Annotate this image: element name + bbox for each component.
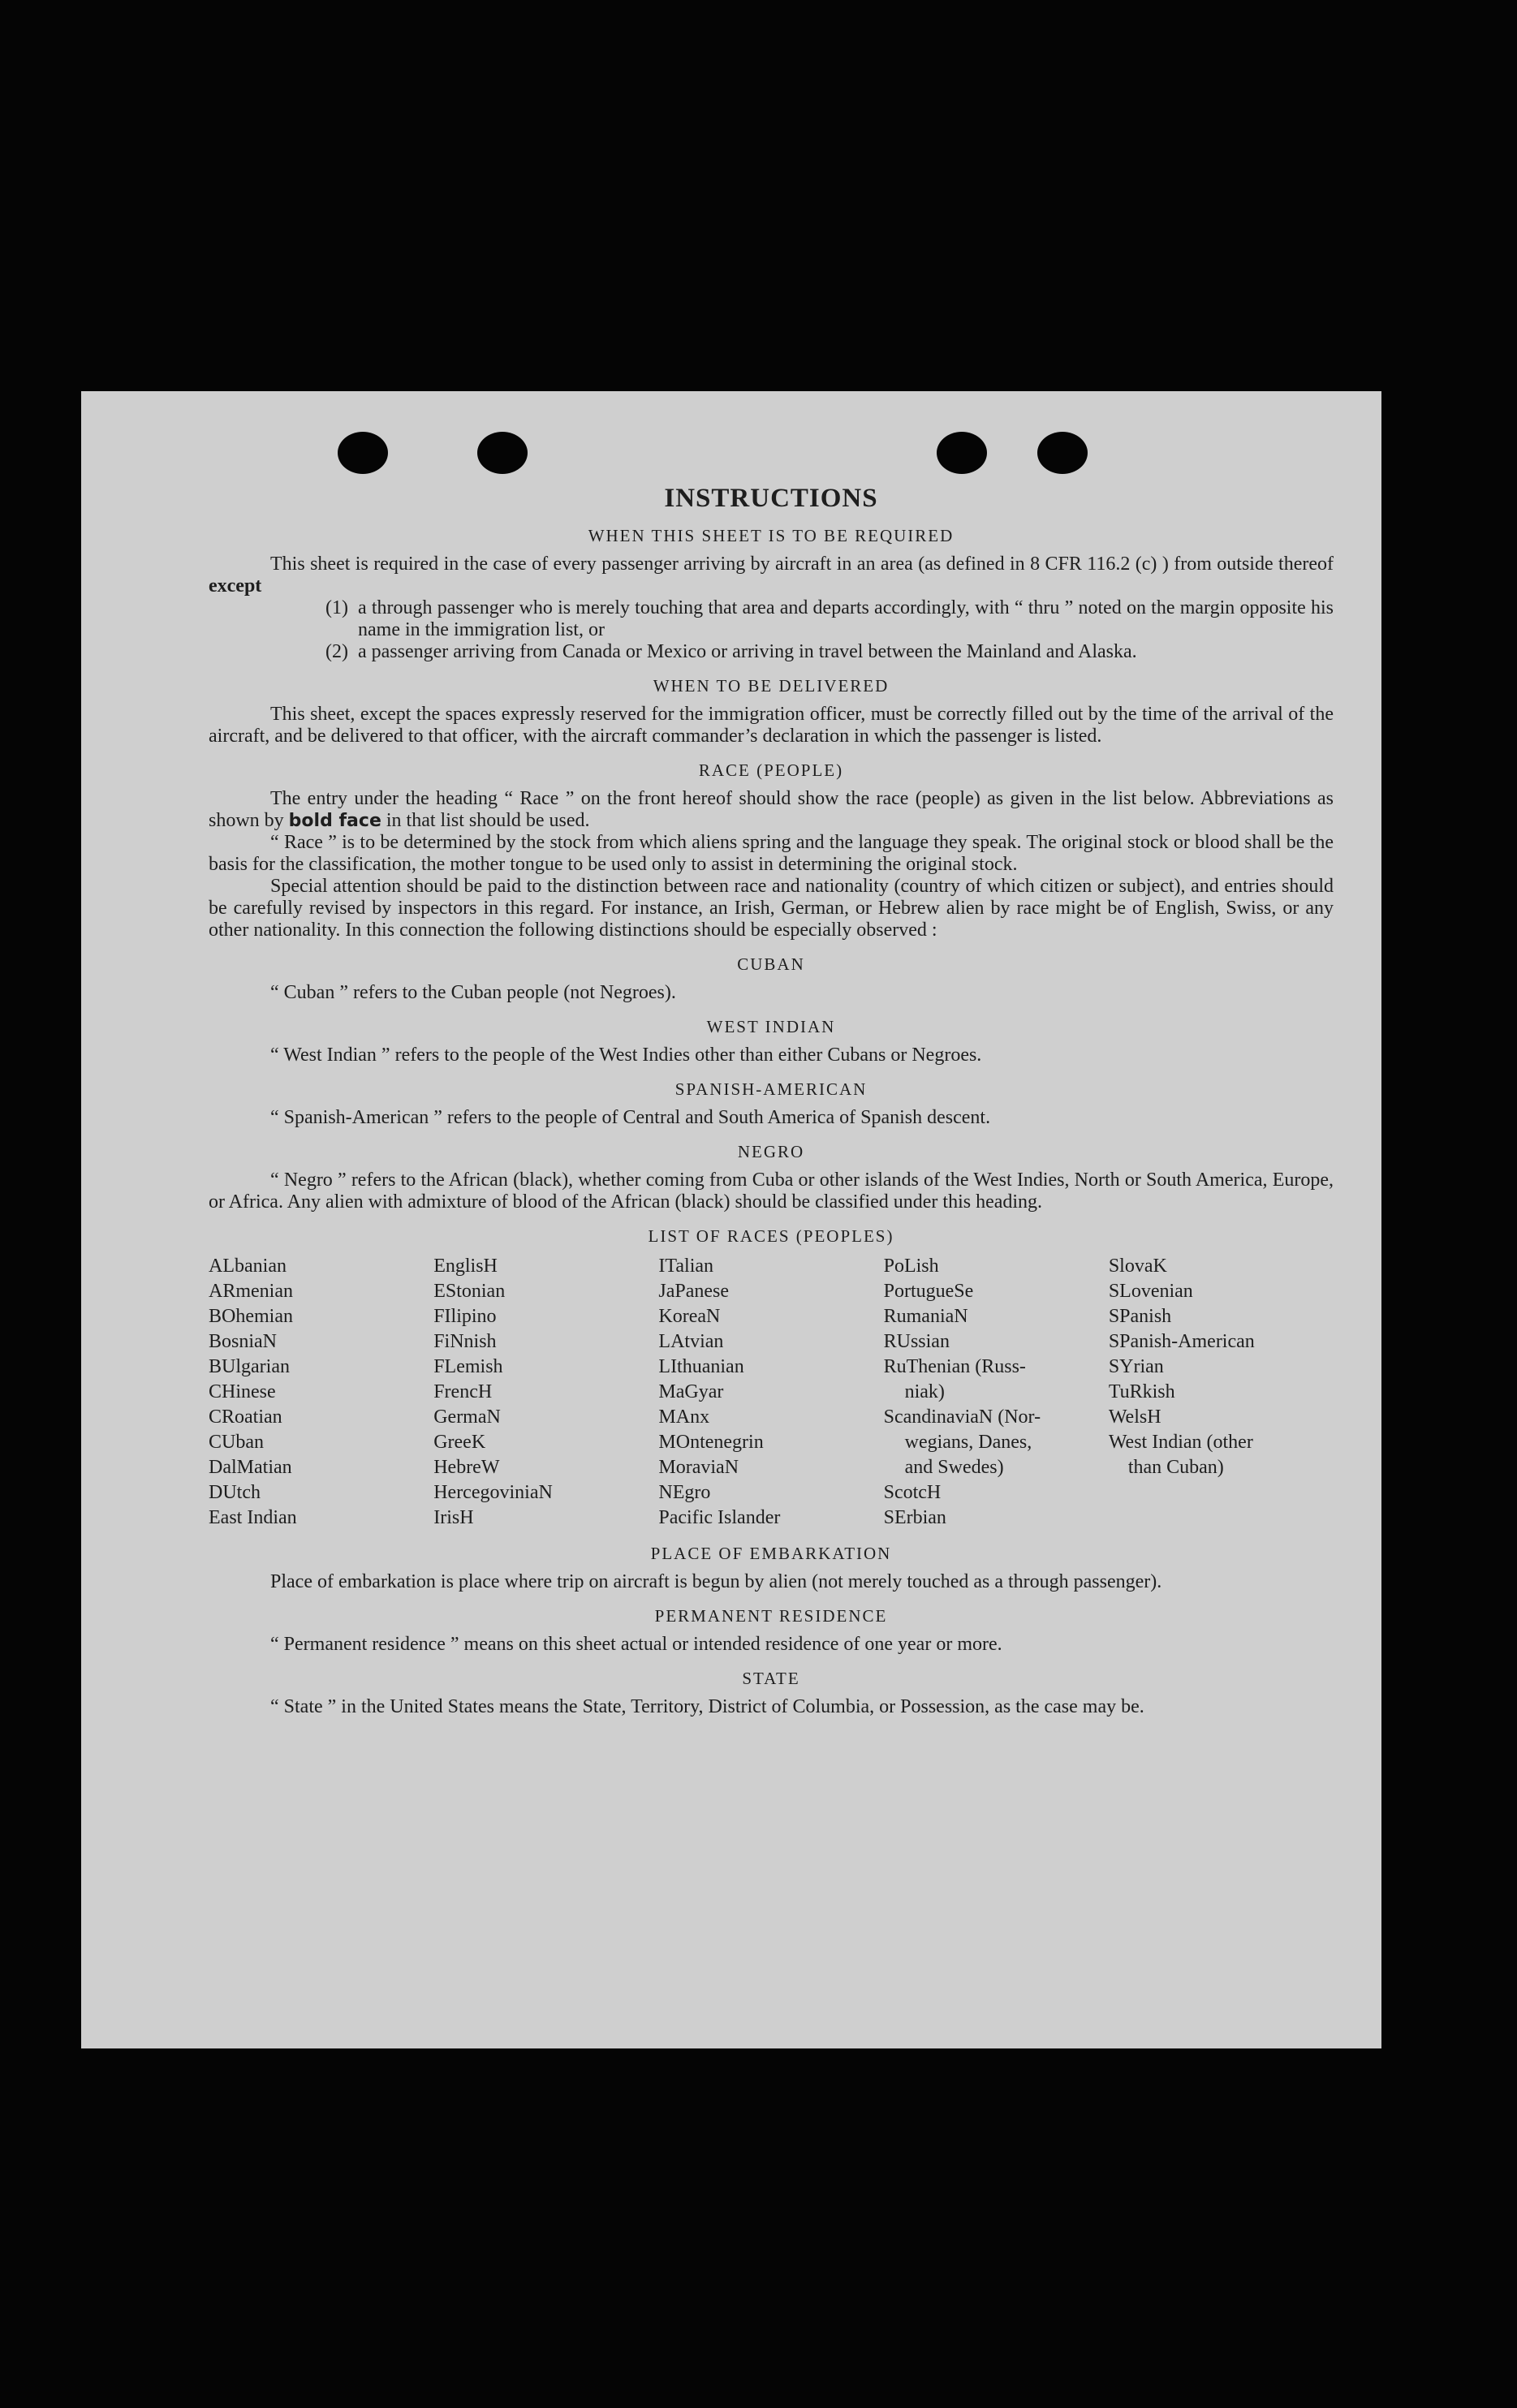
race-entry-continued: wegians, Danes, xyxy=(904,1432,1032,1453)
race-entry: ScotcH xyxy=(883,1482,942,1503)
punch-hole xyxy=(1037,432,1088,474)
embarkation-text: Place of embarkation is place where trip on aircraft is begun by alien (not merely touched as a through passenger). xyxy=(270,1571,1162,1592)
heading-spanish-american: SPANISH-AMERICAN xyxy=(674,1079,868,1099)
page-title: INSTRUCTIONS xyxy=(664,484,878,513)
race-paragraph-1 xyxy=(209,788,1334,832)
item-text: a passenger arriving from Canada or Mexico or arriving in travel between the Mainland and Alaska. xyxy=(358,641,1137,662)
race-entry: DUtch xyxy=(209,1482,261,1503)
state-text: “ State ” in the United States means the State, Territory, District of Columbia, or Possession, as the case may be. xyxy=(270,1696,1144,1717)
race-entry: LIthuanian xyxy=(658,1356,744,1377)
punch-hole xyxy=(338,432,388,474)
races-column xyxy=(433,1254,658,1531)
punch-hole xyxy=(937,432,987,474)
bold-face-term: bold face xyxy=(288,811,381,831)
heading-list-of-races: LIST OF RACES (PEOPLES) xyxy=(648,1226,894,1246)
races-column xyxy=(658,1254,883,1531)
race-entry: ITalian xyxy=(658,1256,714,1277)
race-entry: HebreW xyxy=(433,1457,500,1478)
when-delivered-text: This sheet, except the spaces expressly reserved for the immigration officer, must be correctly filled out by the time of the arrival of the aircraft, and be delivered to that officer, with the aircraft commander’s declaration in which the passenger is listed. xyxy=(209,704,1334,747)
race-entry: ARmenian xyxy=(209,1281,293,1302)
race-entry-continued: niak) xyxy=(904,1381,945,1402)
item-text: a through passenger who is merely touching that area and departs accordingly, with “ thru ” noted on the margin opposite his name in the immigration list, or xyxy=(358,597,1334,640)
heading-west-indian: WEST INDIAN xyxy=(706,1017,836,1036)
race-entry: SErbian xyxy=(883,1507,946,1528)
race-entry: SLovenian xyxy=(1108,1281,1193,1302)
race-entry: GreeK xyxy=(433,1432,486,1453)
heading-state: STATE xyxy=(742,1669,800,1688)
cuban-text: “ Cuban ” refers to the Cuban people (not Negroes). xyxy=(270,982,676,1003)
races-list xyxy=(209,1254,1334,1531)
race-entry: MaGyar xyxy=(658,1381,724,1402)
heading-negro: NEGRO xyxy=(737,1142,805,1161)
residence-text: “ Permanent residence ” means on this sheet actual or intended residence of one year or more. xyxy=(270,1634,1002,1655)
exception-item xyxy=(325,597,1334,641)
race-entry: FrencH xyxy=(433,1381,493,1402)
exception-item xyxy=(325,641,1334,663)
race-entry: FIlipino xyxy=(433,1306,497,1327)
race-entry: CHinese xyxy=(209,1381,276,1402)
negro-text: “ Negro ” refers to the African (black), whether coming from Cuba or other islands of the West Indies, North or South America, Europe, or Africa. Any alien with admixture of blood of the African (black) should be classified under this heading. xyxy=(209,1170,1334,1213)
race-entry: ScandinaviaN (Nor- xyxy=(883,1406,1041,1428)
when-required-intro xyxy=(209,554,1334,597)
intro-text: This sheet is required in the case of every passenger arriving by aircraft in an area (as defined in 8 CFR 116.2 (c) ) from outside thereof xyxy=(270,554,1334,575)
race-entry: KoreaN xyxy=(658,1306,721,1327)
race-entry: IrisH xyxy=(433,1507,474,1528)
race-entry: Pacific Islander xyxy=(658,1507,781,1528)
races-column xyxy=(884,1254,1109,1531)
race-entry: PortugueSe xyxy=(883,1281,974,1302)
race-entry: FLemish xyxy=(433,1356,503,1377)
race-entry: East Indian xyxy=(209,1507,297,1528)
race-entry: JaPanese xyxy=(658,1281,730,1302)
item-number: (1) xyxy=(325,597,348,618)
race-entry: BOhemian xyxy=(209,1306,293,1327)
races-column xyxy=(1109,1254,1334,1531)
race-entry: CUban xyxy=(209,1432,264,1453)
race-entry: PoLish xyxy=(883,1256,939,1277)
race-p1-end: in that list should be used. xyxy=(386,810,590,831)
race-entry: CRoatian xyxy=(209,1406,282,1428)
race-paragraph-2: “ Race ” is to be determined by the stock from which aliens spring and the language they speak. The original stock or blood shall be the basis for the classification, the mother tongue to be used only to assist in determining the original stock. xyxy=(209,832,1334,875)
race-entry: West Indian (other xyxy=(1108,1432,1253,1453)
race-entry: SPanish xyxy=(1108,1306,1172,1327)
race-entry-continued: than Cuban) xyxy=(1127,1457,1224,1478)
instructions-content xyxy=(209,484,1334,1718)
race-entry: GermaN xyxy=(433,1406,501,1428)
race-entry: TuRkish xyxy=(1108,1381,1175,1402)
heading-permanent-residence: PERMANENT RESIDENCE xyxy=(654,1606,888,1626)
race-entry: FiNnish xyxy=(433,1331,497,1352)
race-entry: MAnx xyxy=(658,1406,710,1428)
item-number: (2) xyxy=(325,641,348,662)
race-entry: LAtvian xyxy=(658,1331,724,1352)
intro-except: except xyxy=(209,575,262,597)
race-entry: NEgro xyxy=(658,1482,711,1503)
heading-when-required: WHEN THIS SHEET IS TO BE REQUIRED xyxy=(588,526,955,545)
race-entry: EnglisH xyxy=(433,1256,498,1277)
heading-when-delivered: WHEN TO BE DELIVERED xyxy=(653,676,890,696)
race-entry: DalMatian xyxy=(209,1457,292,1478)
spanish-american-text: “ Spanish-American ” refers to the people of Central and South America of Spanish descent. xyxy=(270,1107,991,1128)
heading-embarkation: PLACE OF EMBARKATION xyxy=(650,1544,892,1563)
punch-hole xyxy=(477,432,528,474)
race-entry: HercegoviniaN xyxy=(433,1482,553,1503)
race-paragraph-3: Special attention should be paid to the distinction between race and nationality (country of which citizen or subject), and entries should be carefully revised by inspectors in this regard. For instance, an Irish, German, or Hebrew alien by race might be of English, Swiss, or any other nationality. In this connection the following distinctions should be especially observed : xyxy=(209,876,1334,941)
race-entry: MOntenegrin xyxy=(658,1432,764,1453)
heading-race: RACE (PEOPLE) xyxy=(698,760,844,780)
race-entry-continued: and Swedes) xyxy=(904,1457,1004,1478)
race-entry: SYrian xyxy=(1108,1356,1164,1377)
race-entry: BUlgarian xyxy=(209,1356,290,1377)
heading-cuban: CUBAN xyxy=(737,954,805,974)
race-entry: WelsH xyxy=(1108,1406,1161,1428)
race-entry: SPanish-American xyxy=(1108,1331,1255,1352)
race-p1-text: The entry under the heading “ Race ” on the front hereof should show the race (people) as given in the list below. Abbreviations as shown by xyxy=(209,788,1334,831)
race-entry: RumaniaN xyxy=(883,1306,968,1327)
race-entry: BosniaN xyxy=(209,1331,277,1352)
race-entry: SlovaK xyxy=(1108,1256,1167,1277)
races-column xyxy=(209,1254,433,1531)
instruction-sheet xyxy=(81,391,1381,2048)
race-entry: MoraviaN xyxy=(658,1457,739,1478)
race-entry: EStonian xyxy=(433,1281,506,1302)
race-entry: RuThenian (Russ- xyxy=(883,1356,1026,1377)
race-entry: RUssian xyxy=(883,1331,950,1352)
race-entry: ALbanian xyxy=(209,1256,287,1277)
west-indian-text: “ West Indian ” refers to the people of the West Indies other than either Cubans or Negroes. xyxy=(270,1045,982,1066)
